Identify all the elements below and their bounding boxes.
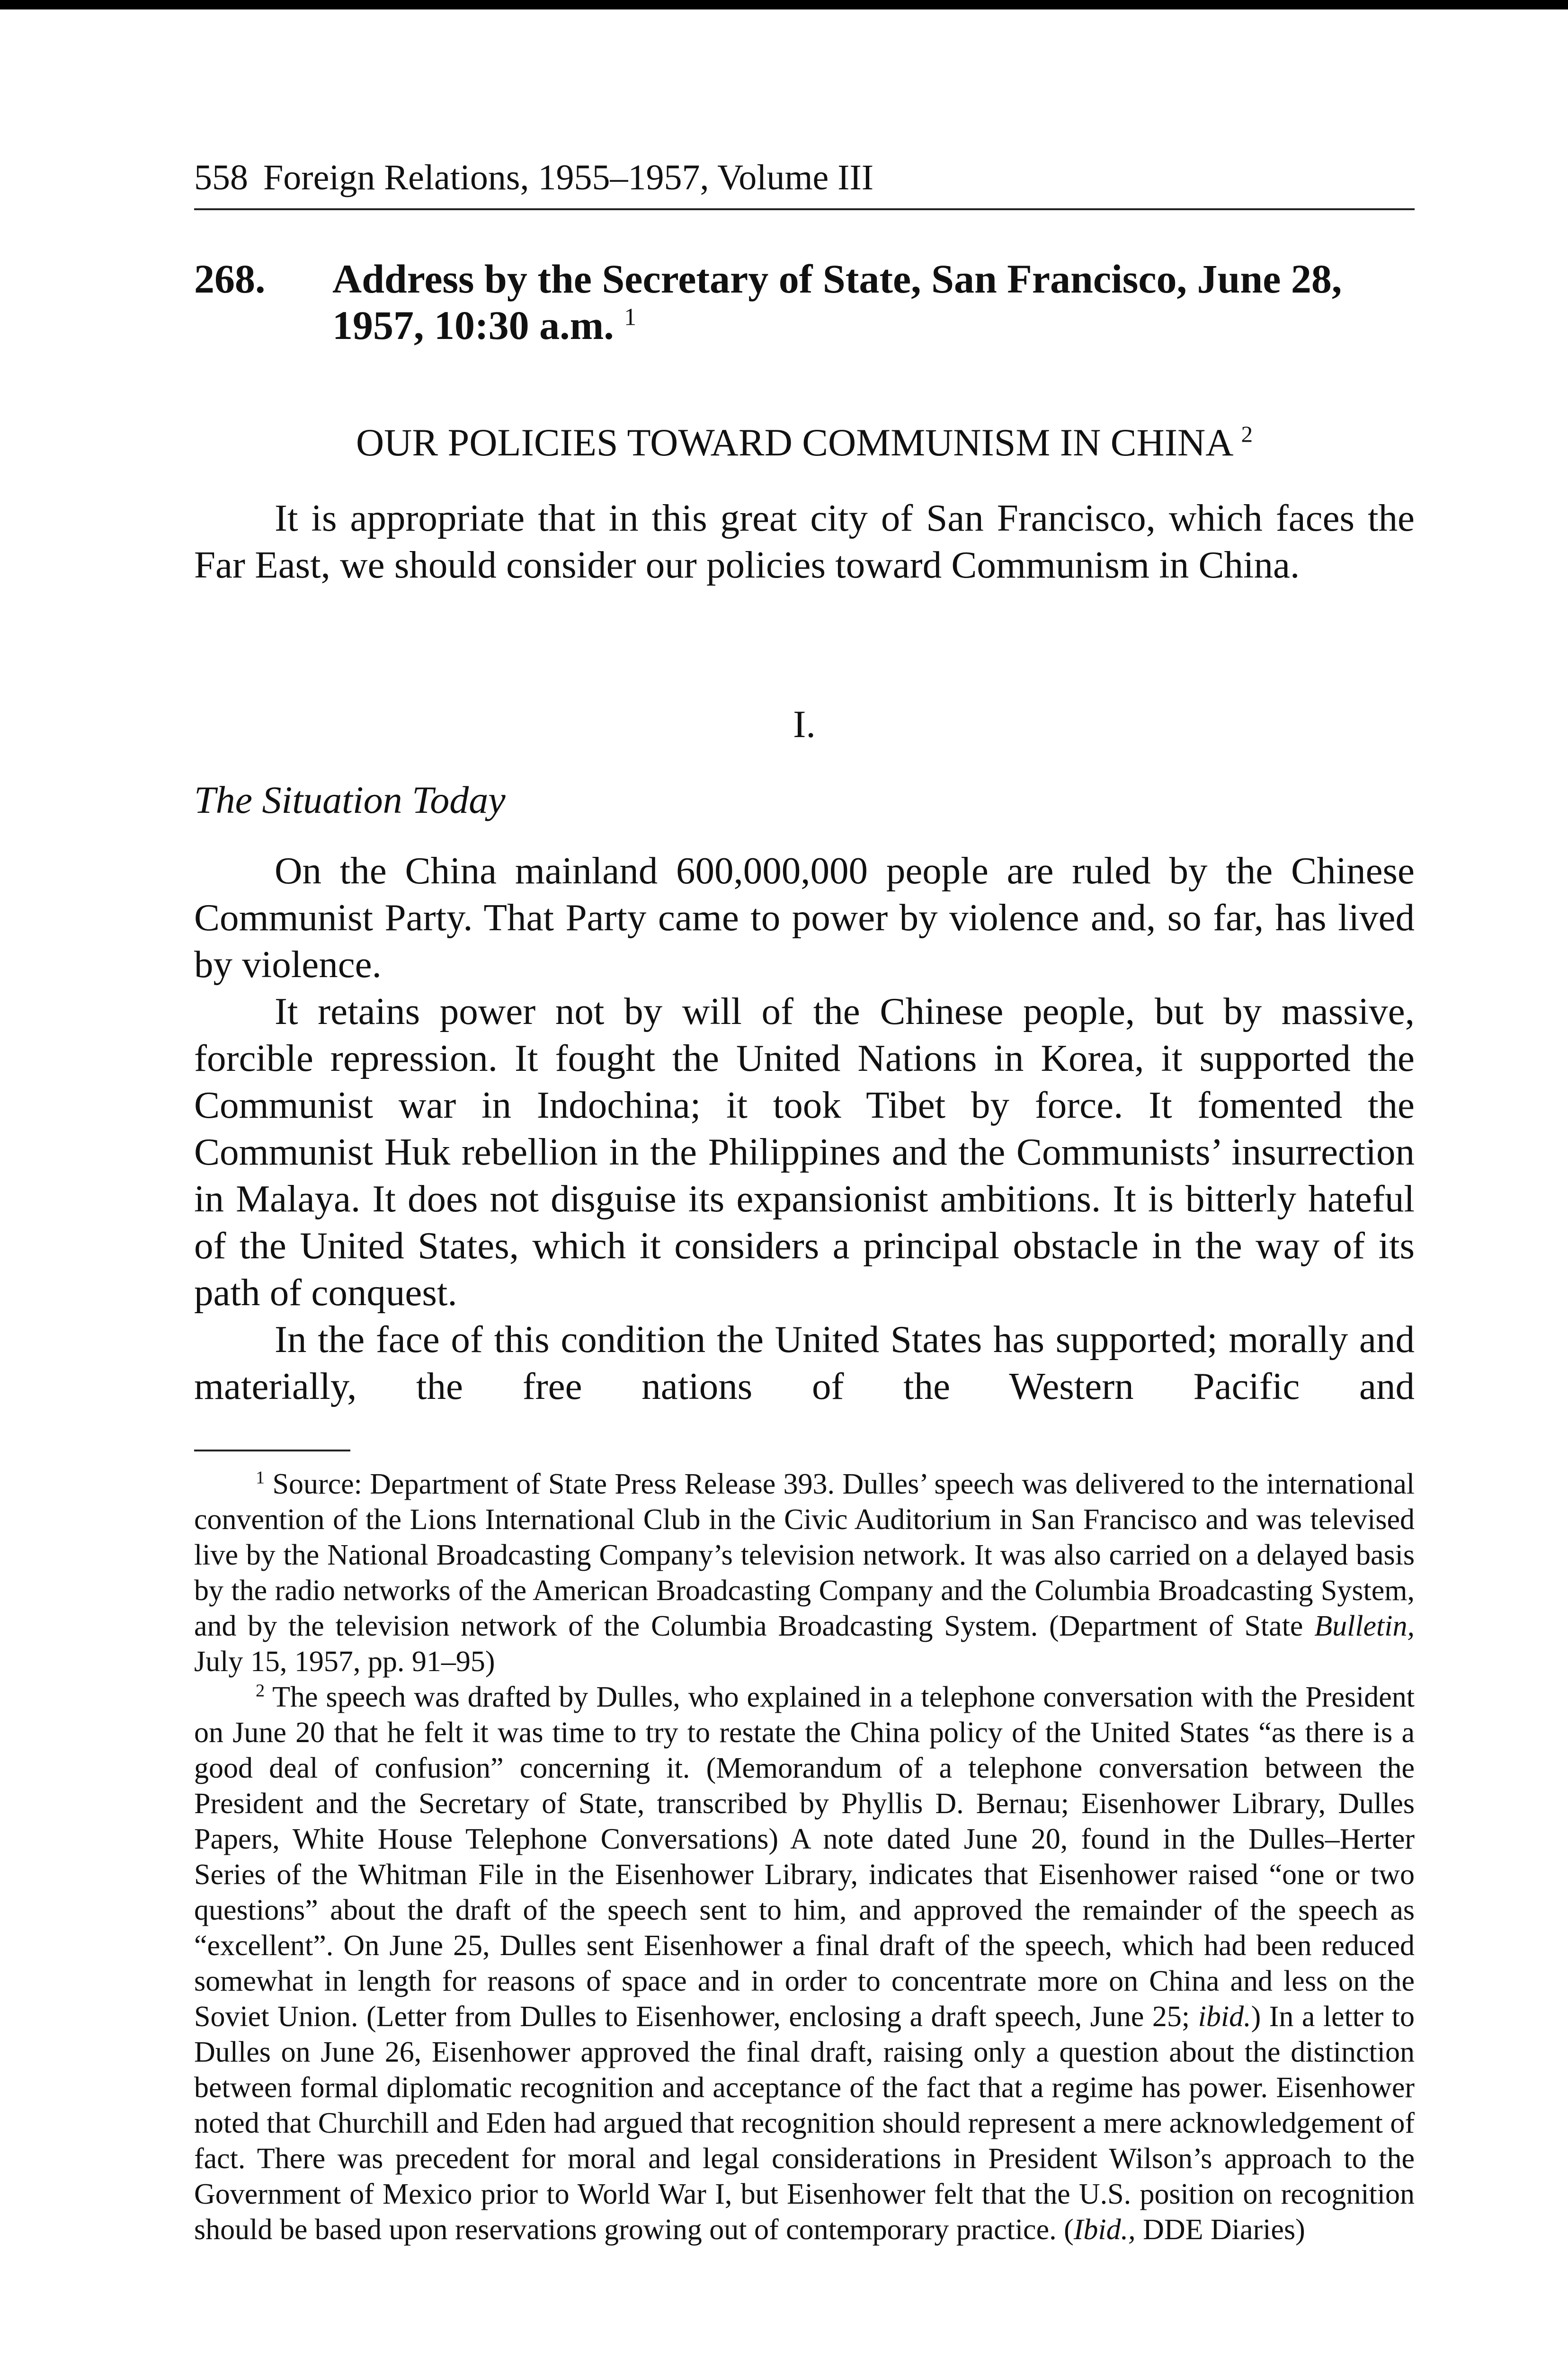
document-number: 268. — [194, 256, 266, 302]
body-paragraph: On the China mainland 600,000,000 people are ruled by the Chinese Communist Party. That Party came to power by violence and, so far, has lived by violence. — [194, 849, 1415, 986]
footnote-2-text-part2: ) In a letter to Dulles on June 26, Eisenhower approved the final draft, raising only a question about the distinction between formal diplomatic recognition and acceptance of the fact that a regime has power. Eisenhower noted that Churchill and Eden had argued that recognition should represent a mere acknowledgement of fact. There was precedent for moral and legal considerations in President Wilson’s approach to the Government of Mexico prior to World War I, but Eisenhower felt that the U.S. position on recognition should be based upon reservations growing out of contemporary practice. ( — [194, 2001, 1415, 2246]
speech-body — [194, 847, 1415, 1410]
footnote-rule — [194, 1450, 350, 1451]
speech-title — [194, 419, 1415, 466]
footnote-2-text-end: DDE Diaries) — [1135, 2214, 1305, 2246]
footnote-2-ibid-1: ibid. — [1198, 2001, 1251, 2033]
footnotes — [194, 1467, 1415, 2248]
footnote-1 — [194, 1467, 1415, 1680]
header-rule — [194, 208, 1415, 210]
intro-paragraph: It is appropriate that in this great city of San Francisco, which faces the Far East, we should consider our policies toward Communism in China. — [194, 497, 1415, 586]
body-paragraph: It retains power not by will of the Chinese people, but by massive, forcible repression. It fought the United Nations in Korea, it supported the Communist war in Indochina; it took Tibet by force. It fomented the Communist Huk rebellion in the Philippines and the Communists’ insurrection in Malaya. It does not disguise its expansionist ambitions. It is bitterly hateful of the United States, which it considers a principal obstacle in the way of its path of conquest. — [194, 990, 1415, 1314]
footnote-ref-2: 2 — [1241, 421, 1253, 447]
footnote-marker-2: 2 — [256, 1681, 265, 1701]
document-title — [332, 256, 1415, 348]
footnote-2 — [194, 1680, 1415, 2248]
footnote-ref-1: 1 — [624, 303, 637, 331]
volume-title: Foreign Relations, 1955–1957, Volume III — [263, 158, 874, 197]
footnote-1-bulletin: Bulletin, — [1314, 1610, 1415, 1642]
document-title-text: Address by the Secretary of State, San Francisco, June 28, 1957, 10:30 a.m. — [332, 256, 1342, 348]
running-head — [194, 154, 1415, 201]
section-heading: The Situation Today — [194, 778, 506, 821]
speech-title-text: OUR POLICIES TOWARD COMMUNISM IN CHINA — [356, 421, 1231, 464]
section-number: I. — [793, 703, 816, 746]
page-top-border — [0, 0, 1568, 9]
footnote-2-ibid-2: Ibid., — [1073, 2214, 1136, 2246]
document-heading — [194, 256, 1415, 348]
page-number: 558 — [194, 158, 248, 197]
body-paragraph: In the face of this condition the United States has supported; morally and materially, the free nations of the Western Pacific and — [194, 1318, 1415, 1407]
footnote-1-text-end: July 15, 1957, pp. 91–95) — [194, 1646, 495, 1678]
footnote-2-text-part1: The speech was drafted by Dulles, who explained in a telephone conversation with the President on June 20 that he felt it was time to try to restate the China policy of the United States “as there is a good deal of confusion” concerning it. (Memorandum of a telephone conversation between the President and the Secretary of State, transcribed by Phyllis D. Bernau; Eisenhower Library, Dulles Papers, White House Telephone Conversations) A note dated June 20, found in the Dulles–Herter Series of the Whitman File in the Eisenhower Library, indicates that Eisenhower raised “one or two questions” about the draft of the speech sent to him, and approved the remainder of the speech as “excellent”. On June 25, Dulles sent Eisenhower a final draft of the speech, which had been reduced somewhat in length for reasons of space and in order to concentrate more on China and less on the Soviet Union. (Letter from Dulles to Eisenhower, enclosing a draft speech, June 25; — [194, 1681, 1415, 2033]
intro-paragraph-block — [194, 495, 1415, 588]
footnote-1-text: Source: Department of State Press Release 393. Dulles’ speech was delivered to the international convention of the Lions International Club in the Civic Auditorium in San Francisco and was televised live by the National Broadcasting Company’s television network. It was also carried on a delayed basis by the radio networks of the American Broadcasting Company and the Columbia Broadcasting System, and by the television network of the Columbia Broadcasting System. (Department of State — [194, 1468, 1415, 1642]
footnote-marker-1: 1 — [256, 1468, 265, 1488]
